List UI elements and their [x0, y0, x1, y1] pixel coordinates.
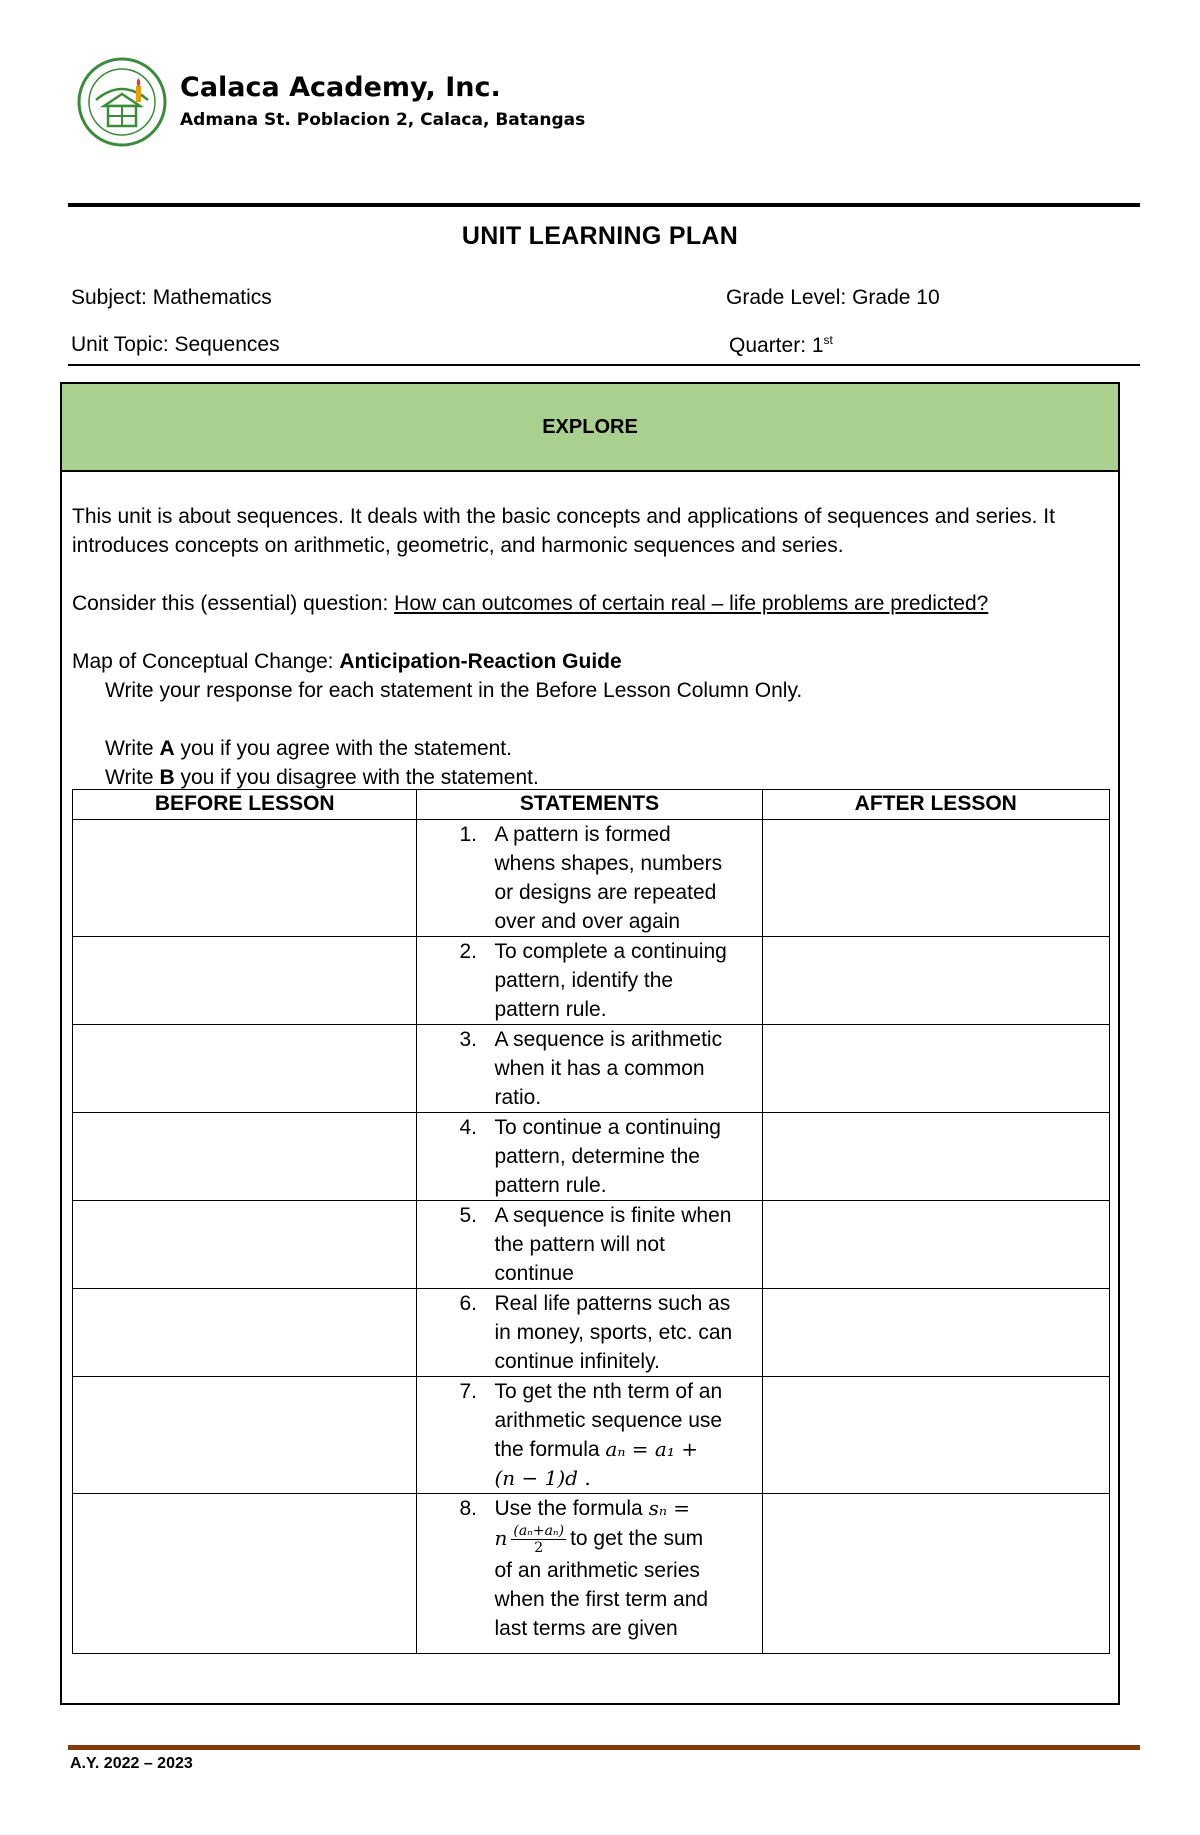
header-after-lesson: AFTER LESSON: [762, 790, 1109, 820]
before-lesson-cell[interactable]: [73, 1025, 417, 1113]
unit-topic-label: Unit Topic: Sequences: [71, 333, 280, 356]
nth-term-formula-end: (n − 1)d .: [494, 1466, 591, 1490]
statement-cell: 4. To continue a continuing pattern, determine the pattern rule.: [417, 1113, 762, 1201]
map-of-conceptual-change: [72, 647, 1102, 676]
intro-line-2: introduces concepts on arithmetic, geometric, and harmonic sequences and series.: [72, 534, 844, 557]
sum-formula: sₙ =: [648, 1496, 691, 1520]
before-lesson-cell[interactable]: [73, 1494, 417, 1654]
table-row: [73, 937, 1110, 1025]
nth-term-formula: aₙ = a₁ +: [605, 1437, 698, 1461]
after-lesson-cell[interactable]: [762, 1025, 1109, 1113]
after-lesson-cell[interactable]: [762, 1377, 1109, 1494]
before-lesson-cell[interactable]: [73, 1201, 417, 1289]
school-name: Calaca Academy, Inc.: [180, 72, 501, 103]
explore-section: [60, 382, 1120, 1705]
disagree-instruction: Write B you if you disagree with the statement.: [105, 766, 539, 789]
map-prefix: Map of Conceptual Change:: [72, 650, 340, 673]
disagree-letter: B: [159, 766, 175, 789]
after-lesson-cell[interactable]: [762, 1494, 1109, 1654]
anticipation-reaction-table: [72, 789, 1110, 1654]
statement-cell: 3. A sequence is arithmetic when it has a common ratio.: [417, 1025, 762, 1113]
map-title: Anticipation-Reaction Guide: [339, 650, 622, 673]
grade-level-label: Grade Level: Grade 10: [726, 286, 940, 309]
before-lesson-cell[interactable]: [73, 820, 417, 937]
essential-question: [72, 589, 1102, 618]
quarter-suffix: st: [823, 333, 833, 347]
after-lesson-cell[interactable]: [762, 820, 1109, 937]
statement-cell: 7. To get the nth term of an arithmetic sequence use the formula aₙ = a₁ + (n − 1)d .: [417, 1377, 762, 1494]
after-lesson-cell[interactable]: [762, 1289, 1109, 1377]
table-row: [73, 1025, 1110, 1113]
meta-divider: [68, 364, 1140, 366]
after-lesson-cell[interactable]: [762, 937, 1109, 1025]
table-row: [73, 1494, 1110, 1654]
statement-cell: 2. To complete a continuing pattern, identify the pattern rule.: [417, 937, 762, 1025]
header-statements: STATEMENTS: [417, 790, 762, 820]
document-title: UNIT LEARNING PLAN: [461, 222, 739, 250]
school-logo-icon: [76, 56, 168, 148]
subject-label: Subject: Mathematics: [71, 286, 272, 309]
before-lesson-cell[interactable]: [73, 937, 417, 1025]
header-divider: [68, 203, 1140, 207]
statement-cell: 6. Real life patterns such as in money, sports, etc. can continue infinitely.: [417, 1289, 762, 1377]
agree-instruction: Write A you if you agree with the statement.: [105, 737, 512, 760]
before-lesson-cell[interactable]: [73, 1289, 417, 1377]
intro-line-1: This unit is about sequences. It deals with the basic concepts and applications of sequences and series. It: [72, 505, 1055, 528]
question-prefix: Consider this (essential) question:: [72, 592, 395, 615]
academic-year: A.Y. 2022 – 2023: [70, 1755, 193, 1772]
explore-heading: EXPLORE: [62, 384, 1118, 472]
quarter-label: [729, 333, 833, 358]
statement-cell: 5. A sequence is finite when the pattern will not continue: [417, 1201, 762, 1289]
explore-content: [72, 502, 1102, 792]
before-lesson-cell[interactable]: [73, 1113, 417, 1201]
table-row: [73, 1201, 1110, 1289]
before-lesson-cell[interactable]: [73, 1377, 417, 1494]
footer-divider: [68, 1745, 1140, 1750]
question-text: How can outcomes of certain real – life problems are predicted?: [394, 592, 989, 615]
school-address: Admana St. Poblacion 2, Calaca, Batangas: [180, 110, 586, 130]
statement-cell: 1. A pattern is formed whens shapes, numbers or designs are repeated over and over again: [417, 820, 762, 937]
instruction-text: Write your response for each statement in the Before Lesson Column Only.: [105, 679, 803, 702]
table-row: [73, 1289, 1110, 1377]
table-header-row: [73, 790, 1110, 820]
table-row: [73, 1377, 1110, 1494]
table-row: [73, 820, 1110, 937]
header-before-lesson: BEFORE LESSON: [73, 790, 417, 820]
after-lesson-cell[interactable]: [762, 1113, 1109, 1201]
quarter-value: Quarter: 1: [729, 334, 824, 357]
after-lesson-cell[interactable]: [762, 1201, 1109, 1289]
table-row: [73, 1113, 1110, 1201]
agree-letter: A: [159, 737, 175, 760]
statement-cell: 8. Use the formula sₙ = n $\frac{\text{(aₙ+aₙ)}}{2}$ to get the sum of an arithmetic series when the first term and last terms are given: [417, 1494, 762, 1654]
sum-fraction: $\frac{\text{(aₙ+aₙ)}}{2}$: [513, 1523, 565, 1556]
